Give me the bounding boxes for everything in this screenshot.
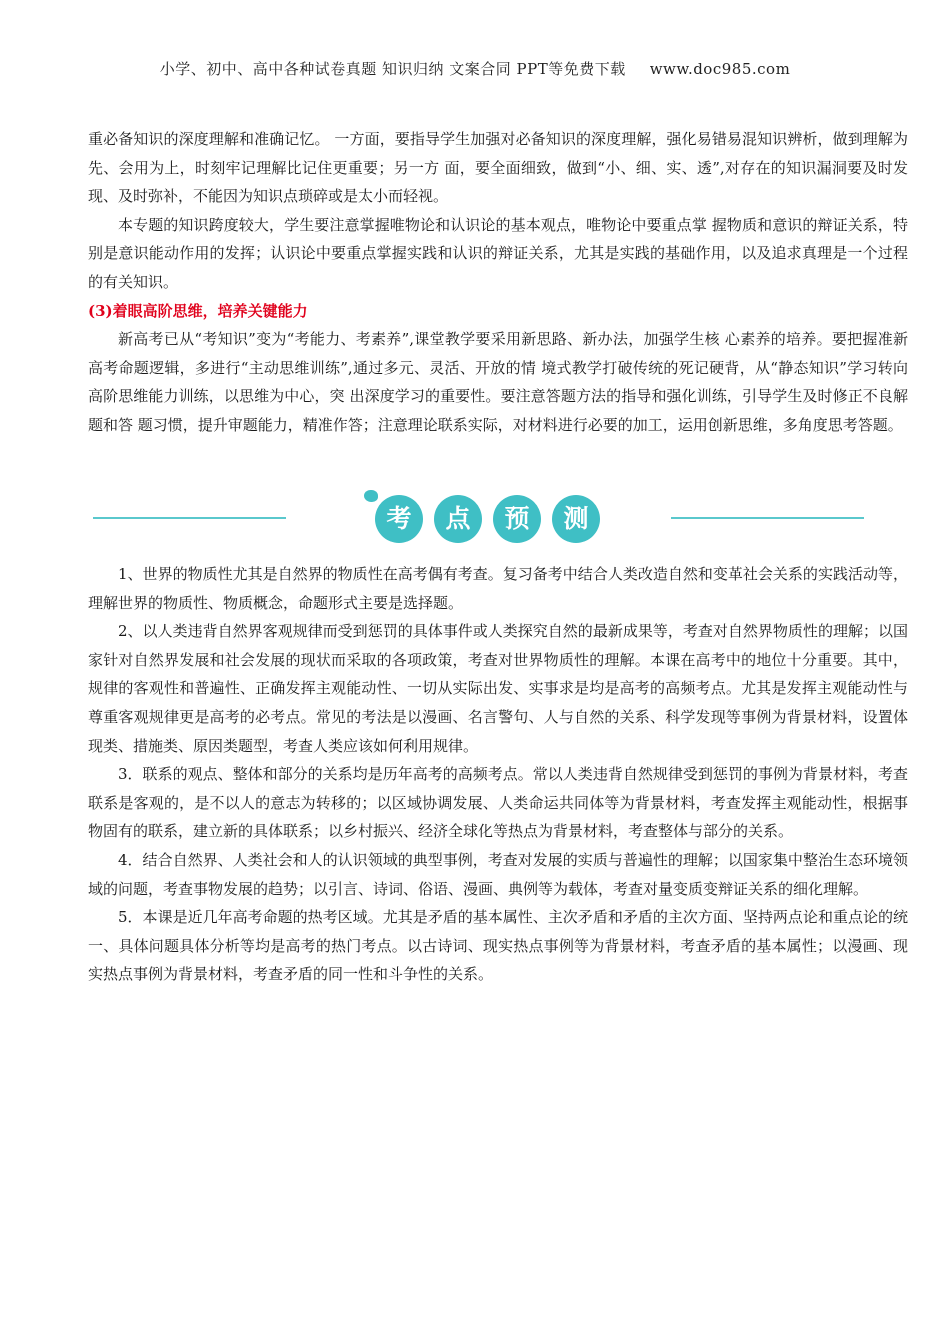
banner-char: 测 [552,495,600,543]
paragraph: 本专题的知识跨度较大，学生要注意掌握唯物论和认识论的基本观点，唯物论中要重点掌 握物质和意识的辩证关系，特别是意识能动作用的发挥；认识论中要重点掌握实践和认识的辩证关系，尤其是实践的基础作用，以及追求真理是一个过程的有关知识。 [88,215,908,291]
kaodian-yuce-banner [358,490,608,546]
list-item: 1、世界的物质性尤其是自然界的物质性在高考偶有考查。复习备考中结合人类改造自然和变革社会关系的实践活动等，理解世界的物质性、物质概念，命题形式主要是选择题。 [88,565,908,612]
bottom-section [88,560,908,989]
list-item: 5．本课是近几年高考命题的热考区域。尤其是矛盾的基本属性、主次矛盾和矛盾的主次方面、坚持两点论和重点论的统一、具体问题具体分析等均是高考的热门考点。以古诗词、现实热点事例等为背景材料，考查矛盾的基本属性；以漫画、现实热点事例为背景材料，考查矛盾的同一性和斗争性的关系。 [88,908,908,984]
list-item: 2、以人类违背自然界客观规律而受到惩罚的具体事件或人类探究自然的最新成果等，考查对自然界物质性的理解；以国家针对自然界发展和社会发展的现状而采取的各项政策，考查对世界物质性的理解。本课在高考中的地位十分重要。其中，规律的客观性和普遍性、正确发挥主观能动性、一切从实际出发、实事求是均是高考的高频考点。尤其是发挥主观能动性与尊重客观规律更是高考的必考点。常见的考法是以漫画、名言警句、人与自然的关系、科学发现等事例为背景材料，设置体现类、措施类、原因类题型，考查人类应该如何利用规律。 [88,622,908,755]
paragraph: 新高考已从“考知识”变为“考能力、考素养”,课堂教学要采用新思路、新办法，加强学生核 心素养的培养。要把握准新高考命题逻辑，多进行“主动思维训练”,通过多元、灵活、开放的情 境式教学打破传统的死记硬背，从“静态知识”学习转向高阶思维能力训练，以思维为中心，突 出深度学习的重要性。要注意答题方法的指导和强化训练，引导学生及时修正不良解题和答 题习惯，提升审题能力，精准作答；注意理论联系实际，对材料进行必要的加工，运用创新思维，多角度思考答题。 [88,330,908,434]
paragraph: 重必备知识的深度理解和准确记忆。 一方面，要指导学生加强对必备知识的深度理解，强化易错易混知识辨析，做到理解为先、会用为上，时刻牢记理解比记住更重要；另一方 面，要全面细致，做到“小、细、实、透”,对存在的知识漏洞要及时发现、及时弥补，不能因为知识点琐碎或是太小而轻视。 [88,130,908,206]
decorative-blob-icon [364,490,378,502]
list-item: 4．结合自然界、人类社会和人的认识领域的典型事例，考查对发展的实质与普遍性的理解；以国家集中整治生态环境领域的问题，考查事物发展的趋势；以引言、诗词、俗语、漫画、典例等为载体，考查对量变质变辩证关系的细化理解。 [88,850,908,898]
list-item: 3．联系的观点、整体和部分的关系均是历年高考的高频考点。常以人类违背自然规律受到惩罚的事例为背景材料，考查联系是客观的，是不以人的意志为转移的；以区域协调发展、人类命运共同体等为背景材料，考查发挥主观能动性，根据事物固有的联系，建立新的具体联系；以乡村振兴、经济全球化等热点为背景材料，考查整体与部分的关系。 [88,765,908,841]
banner-char: 考 [375,495,423,543]
divider-right [671,517,864,519]
section-heading: (3)着眼高阶思维，培养关键能力 [88,301,308,320]
banner-char: 点 [434,495,482,543]
top-section [88,125,908,440]
header-url[interactable]: www.doc985.com [649,60,791,78]
page-header [0,58,950,79]
banner-char: 预 [493,495,541,543]
header-text: 小学、初中、高中各种试卷真题 知识归纳 文案合同 PPT等免费下载 [159,60,626,78]
divider-left [93,517,286,519]
